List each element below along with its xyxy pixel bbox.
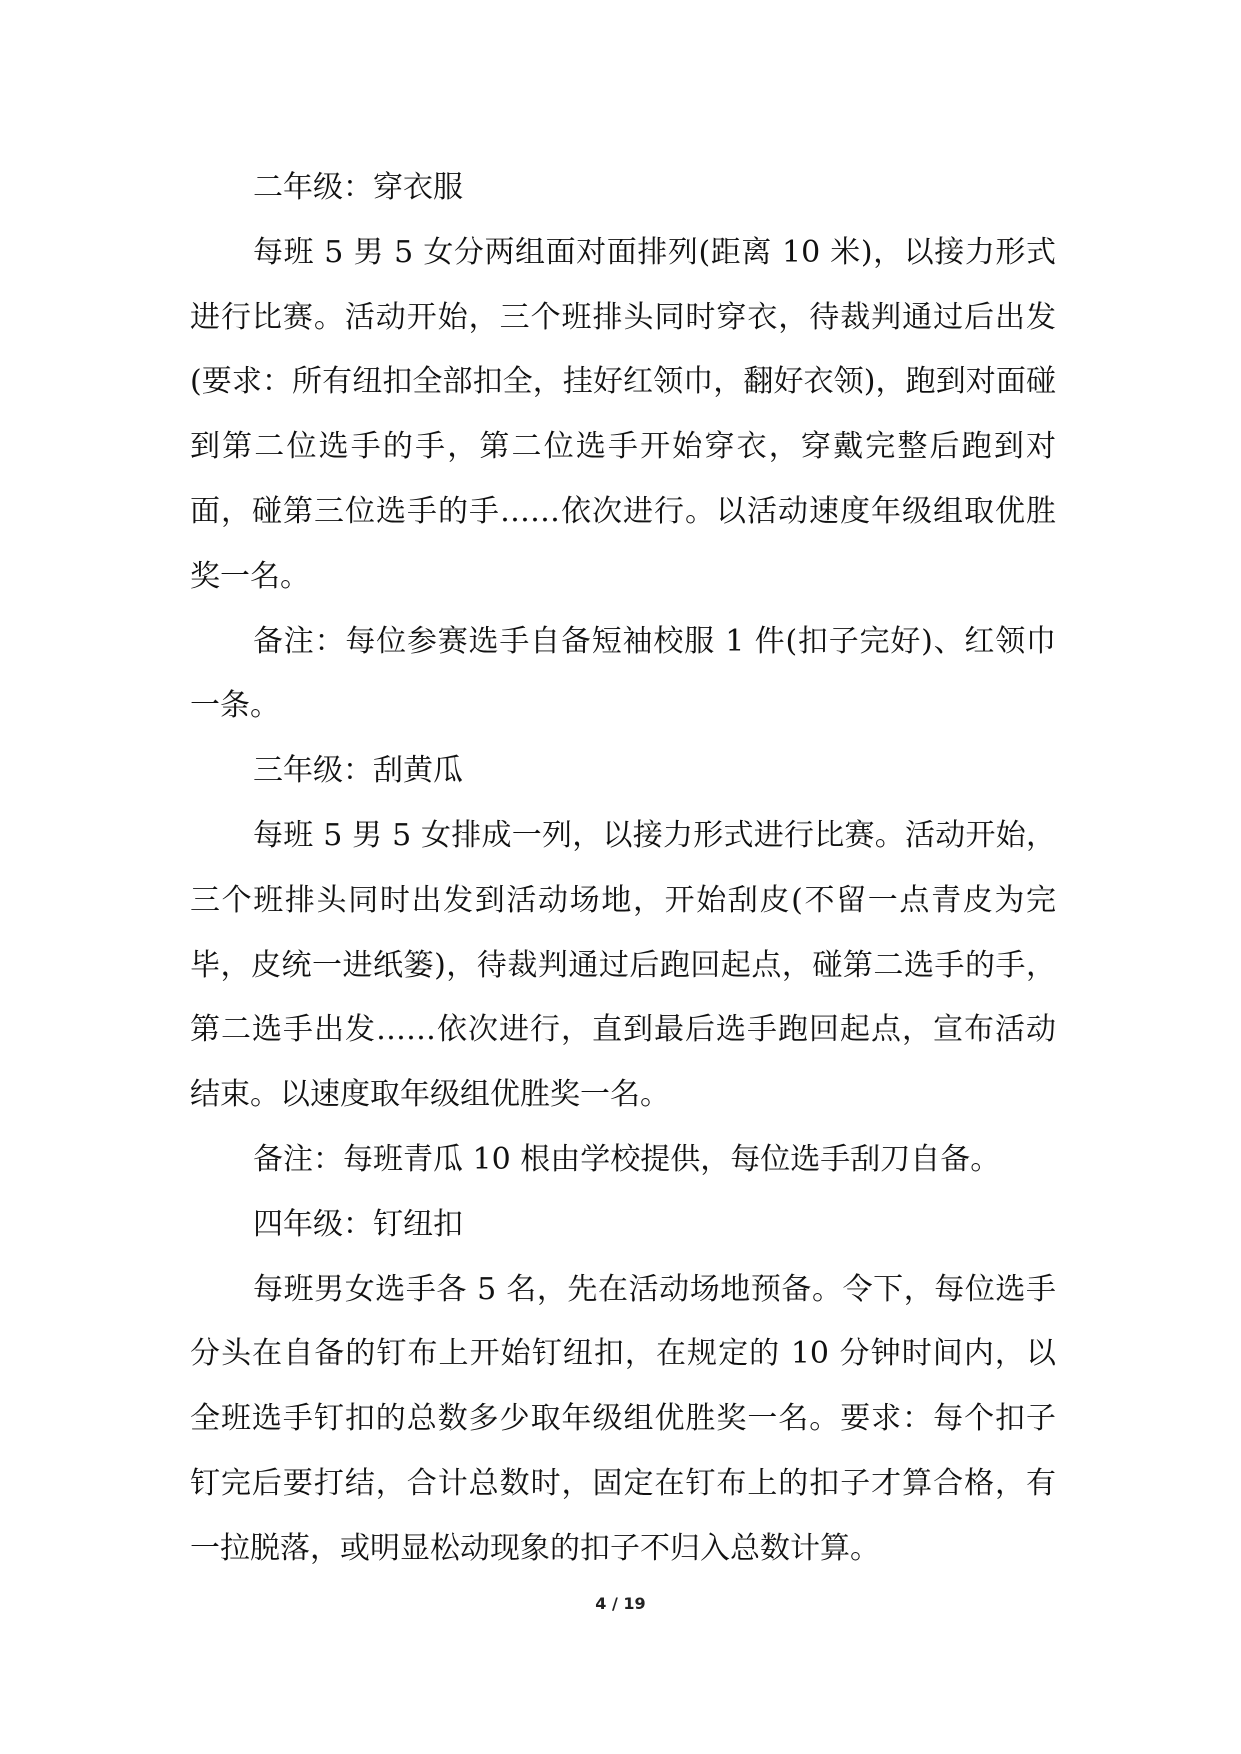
document-body bbox=[190, 156, 1056, 1582]
paragraph-grade-two-note: 备注：每位参赛选手自备短袖校服 1 件(扣子完好)、红领巾一条。 bbox=[190, 623, 1056, 724]
paragraph-grade-four-rules: 每班男女选手各 5 名，先在活动场地预备。令下，每位选手分头在自备的钉布上开始钉纽扣，在规定的 10 分钟时间内，以全班选手钉扣的总数多少取年级组优胜奖一名。要求：每个扣子钉完后要打结，合计总数时，固定在钉布上的扣子才算合格，有一拉脱落，或明显松动现象的扣子不归入总数计算。 bbox=[190, 1271, 1056, 1566]
paragraph-grade-three-note: 备注：每班青瓜 10 根由学校提供，每位选手刮刀自备。 bbox=[253, 1141, 1001, 1177]
section-heading-grade-four: 四年级：钉纽扣 bbox=[253, 1206, 463, 1242]
paragraph-grade-three-rules: 每班 5 男 5 女排成一列，以接力形式进行比赛。活动开始，三个班排头同时出发到活动场地，开始刮皮(不留一点青皮为完毕，皮统一进纸篓)，待裁判通过后跑回起点，碰第二选手的手，第二选手出发……依次进行，直到最后选手跑回起点，宣布活动结束。以速度取年级组优胜奖一名。 bbox=[190, 817, 1056, 1113]
section-heading-grade-three: 三年级：刮黄瓜 bbox=[253, 753, 463, 789]
paragraph-grade-two-rules: 每班 5 男 5 女分两组面对面排列(距离 10 米)，以接力形式进行比赛。活动开始，三个班排头同时穿衣，待裁判通过后出发(要求：所有纽扣全部扣全，挂好红领巾，翻好衣领)，跑到对面碰到第二位选手的手，第二位选手开始穿衣，穿戴完整后跑到对面，碰第三位选手的手……依次进行。以活动速度年级组取优胜奖一名。 bbox=[190, 234, 1056, 594]
page-number: 4 / 19 bbox=[595, 1594, 646, 1613]
section-heading-grade-two: 二年级：穿衣服 bbox=[253, 170, 463, 205]
